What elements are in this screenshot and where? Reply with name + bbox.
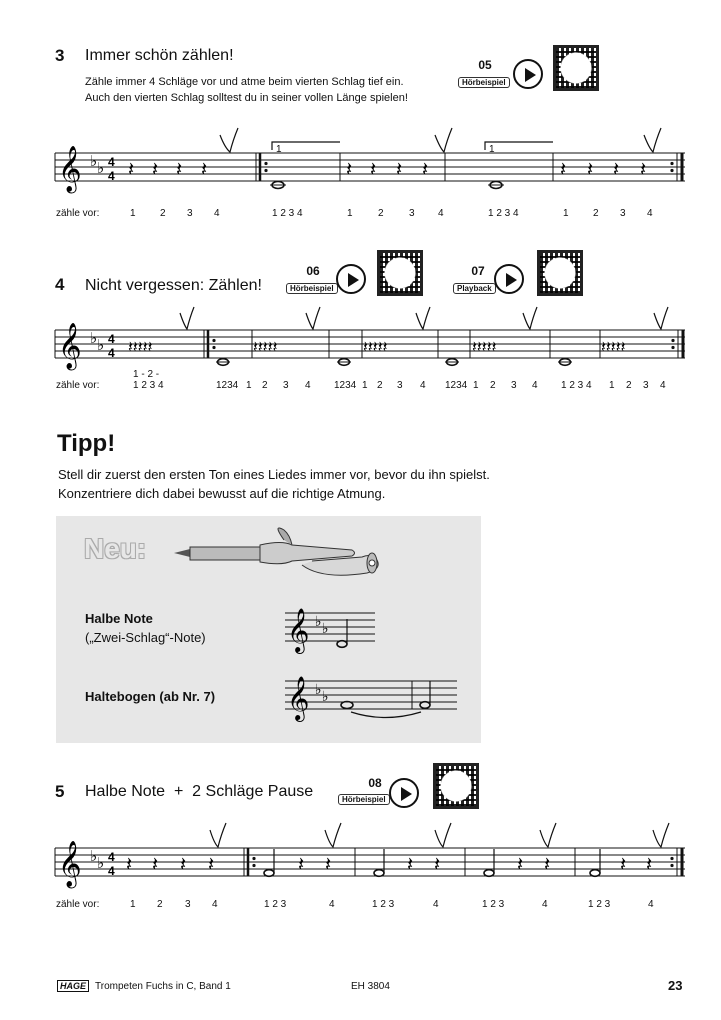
svg-text:𝄞: 𝄞 xyxy=(287,608,310,652)
play-button-08[interactable] xyxy=(389,778,419,808)
count: 1 xyxy=(347,208,353,219)
track-number-07: 07 xyxy=(471,264,485,278)
count: 2 xyxy=(262,380,268,391)
play-button-06[interactable] xyxy=(336,264,366,294)
volta-1-second: 1 xyxy=(489,144,495,155)
count: 3 xyxy=(185,899,191,910)
exercise-3-number: 3 xyxy=(55,46,65,65)
count: 1 xyxy=(563,208,569,219)
count: 3 xyxy=(643,380,649,391)
svg-text:♭: ♭ xyxy=(90,329,98,347)
track-number-05: 05 xyxy=(478,58,492,72)
svg-text:𝄽: 𝄽 xyxy=(128,157,135,181)
tip-line-2: Konzentriere dich dabei bewusst auf die richtige Atmung. xyxy=(58,486,386,501)
svg-text:𝄽: 𝄽 xyxy=(370,157,377,181)
svg-text:𝄽: 𝄽 xyxy=(126,852,133,876)
count: 1 2 3 xyxy=(588,899,611,910)
count: 4 xyxy=(648,899,654,910)
count-label: zähle vor: xyxy=(56,380,100,391)
svg-text:𝄽: 𝄽 xyxy=(152,157,159,181)
svg-text:𝄞: 𝄞 xyxy=(58,146,82,192)
count: 1 xyxy=(246,380,252,391)
svg-text:♭: ♭ xyxy=(97,854,105,872)
svg-text:𝄽: 𝄽 xyxy=(620,852,627,876)
svg-text:𝄽: 𝄽 xyxy=(434,852,441,876)
svg-text:𝄽𝄽𝄽𝄽𝄽: 𝄽𝄽𝄽𝄽𝄽 xyxy=(601,337,626,356)
svg-text:♭: ♭ xyxy=(97,159,105,177)
count: 1 xyxy=(130,899,136,910)
svg-text:𝄞: 𝄞 xyxy=(58,323,82,369)
svg-text:4: 4 xyxy=(108,155,115,169)
count: 3 xyxy=(620,208,626,219)
staff-exercise-5 xyxy=(40,815,690,895)
qr-code-08[interactable] xyxy=(433,763,479,809)
count: 4 xyxy=(660,380,666,391)
play-button-07[interactable] xyxy=(494,264,524,294)
svg-text:♭: ♭ xyxy=(322,689,329,705)
count: 1 2 3 4 xyxy=(561,380,592,391)
svg-text:𝄽: 𝄽 xyxy=(396,157,403,181)
track-number-06: 06 xyxy=(306,264,320,278)
count: 2 xyxy=(377,380,383,391)
svg-text:𝄽: 𝄽 xyxy=(180,852,187,876)
svg-text:𝄽: 𝄽 xyxy=(201,157,208,181)
svg-text:♭: ♭ xyxy=(97,336,105,354)
svg-text:𝄽: 𝄽 xyxy=(422,157,429,181)
count: 4 xyxy=(433,899,439,910)
new-heading: Neu: xyxy=(84,533,147,564)
svg-text:𝄽: 𝄽 xyxy=(560,157,567,181)
count: 4 xyxy=(305,380,311,391)
exercise-5-title: Halbe Note + 2 Schläge Pause xyxy=(85,783,314,800)
svg-text:𝄽𝄽𝄽𝄽𝄽: 𝄽𝄽𝄽𝄽𝄽 xyxy=(253,337,278,356)
tie-example xyxy=(285,673,460,723)
count-top: 1 - 2 - xyxy=(133,369,160,380)
qr-code-06[interactable] xyxy=(377,250,423,296)
exercise-4-number: 4 xyxy=(55,275,65,294)
qr-code-05[interactable] xyxy=(553,45,599,91)
count: 4 xyxy=(542,899,548,910)
count: 2 xyxy=(593,208,599,219)
count: 3 xyxy=(283,380,289,391)
count: 1 xyxy=(362,380,368,391)
count: 1 2 3 xyxy=(264,899,287,910)
svg-text:𝄽𝄽𝄽𝄽𝄽: 𝄽𝄽𝄽𝄽𝄽 xyxy=(128,337,153,356)
count: 1 xyxy=(130,208,136,219)
svg-text:4: 4 xyxy=(108,332,115,346)
item-tie-title: Haltebogen (ab Nr. 7) xyxy=(85,689,216,704)
count: 1234 xyxy=(445,380,468,391)
svg-text:𝄽: 𝄽 xyxy=(544,852,551,876)
svg-text:𝄽: 𝄽 xyxy=(152,852,159,876)
staff-exercise-3 xyxy=(40,120,690,205)
tip-heading: Tipp! xyxy=(57,430,116,457)
book-title: Trompeten Fuchs in C, Band 1 xyxy=(95,981,231,992)
svg-text:𝄽: 𝄽 xyxy=(640,157,647,181)
count: 2 xyxy=(378,208,384,219)
svg-text:𝄽: 𝄽 xyxy=(208,852,215,876)
count: 2 xyxy=(626,380,632,391)
count: 1 xyxy=(473,380,479,391)
count-bottom: 1 2 3 4 xyxy=(133,380,164,391)
svg-text:♭: ♭ xyxy=(315,614,322,630)
svg-text:𝄽: 𝄽 xyxy=(517,852,524,876)
svg-text:𝄽: 𝄽 xyxy=(646,852,653,876)
count: 1234 xyxy=(334,380,357,391)
count: 2 xyxy=(157,899,163,910)
volta-1-first: 1 xyxy=(276,144,282,155)
count: 1234 xyxy=(216,380,239,391)
trumpet-pencil-icon xyxy=(172,525,387,590)
exercise-5-number: 5 xyxy=(55,782,65,801)
count: 4 xyxy=(214,208,220,219)
svg-text:𝄽: 𝄽 xyxy=(176,157,183,181)
exercise-3-title: Immer schön zählen! xyxy=(85,47,234,64)
svg-text:𝄽: 𝄽 xyxy=(298,852,305,876)
page-number: 23 xyxy=(668,978,683,993)
svg-text:𝄽: 𝄽 xyxy=(325,852,332,876)
catalog-code: EH 3804 xyxy=(351,981,390,992)
staff-exercise-4 xyxy=(40,305,690,375)
publisher-logo: HAGE xyxy=(57,980,89,992)
svg-text:𝄽𝄽𝄽𝄽𝄽: 𝄽𝄽𝄽𝄽𝄽 xyxy=(472,337,497,356)
tip-line-1: Stell dir zuerst den ersten Ton eines Liedes immer vor, bevor du ihn spielst. xyxy=(58,467,490,482)
svg-text:𝄽: 𝄽 xyxy=(346,157,353,181)
svg-text:♭: ♭ xyxy=(322,621,329,637)
svg-text:4: 4 xyxy=(108,169,115,183)
qr-code-07[interactable] xyxy=(537,250,583,296)
audio-label-horbeispiel: Hörbeispiel xyxy=(338,794,390,805)
count: 1 2 3 xyxy=(482,899,505,910)
count: 1 2 3 4 xyxy=(488,208,519,219)
svg-text:𝄞: 𝄞 xyxy=(287,676,310,720)
count: 2 xyxy=(160,208,166,219)
half-note-example xyxy=(285,605,380,655)
count: 2 xyxy=(490,380,496,391)
play-button-05[interactable] xyxy=(513,59,543,89)
exercise-3-instruction-2: Auch den vierten Schlag solltest du in seiner vollen Länge spielen! xyxy=(85,92,408,104)
count-label: zähle vor: xyxy=(56,208,100,219)
svg-text:♭: ♭ xyxy=(315,682,322,698)
svg-text:𝄽: 𝄽 xyxy=(613,157,620,181)
count: 1 2 3 4 xyxy=(272,208,303,219)
svg-text:4: 4 xyxy=(108,864,115,878)
count: 3 xyxy=(187,208,193,219)
item-half-note-sub: („Zwei-Schlag“-Note) xyxy=(85,630,206,645)
svg-text:𝄽: 𝄽 xyxy=(407,852,414,876)
count: 4 xyxy=(438,208,444,219)
count: 4 xyxy=(212,899,218,910)
count: 4 xyxy=(532,380,538,391)
svg-text:𝄞: 𝄞 xyxy=(58,841,82,887)
svg-text:4: 4 xyxy=(108,850,115,864)
svg-text:𝄽𝄽𝄽𝄽𝄽: 𝄽𝄽𝄽𝄽𝄽 xyxy=(363,337,388,356)
count: 4 xyxy=(420,380,426,391)
audio-label-horbeispiel: Hörbeispiel xyxy=(458,77,510,88)
count: 1 xyxy=(609,380,615,391)
svg-text:♭: ♭ xyxy=(90,152,98,170)
count: 4 xyxy=(329,899,335,910)
svg-text:♭: ♭ xyxy=(90,847,98,865)
item-half-note-title: Halbe Note xyxy=(85,611,153,626)
count-label: zähle vor: xyxy=(56,899,100,910)
count: 3 xyxy=(511,380,517,391)
track-number-08: 08 xyxy=(368,776,382,790)
count: 1 2 3 xyxy=(372,899,395,910)
exercise-3-instruction-1: Zähle immer 4 Schläge vor und atme beim vierten Schlag tief ein. xyxy=(85,76,404,88)
count: 3 xyxy=(397,380,403,391)
audio-label-horbeispiel: Hörbeispiel xyxy=(286,283,338,294)
audio-label-playback: Playback xyxy=(453,283,496,294)
svg-text:4: 4 xyxy=(108,346,115,360)
svg-text:𝄽: 𝄽 xyxy=(587,157,594,181)
count: 4 xyxy=(647,208,653,219)
count: 3 xyxy=(409,208,415,219)
exercise-4-title: Nicht vergessen: Zählen! xyxy=(85,277,262,294)
